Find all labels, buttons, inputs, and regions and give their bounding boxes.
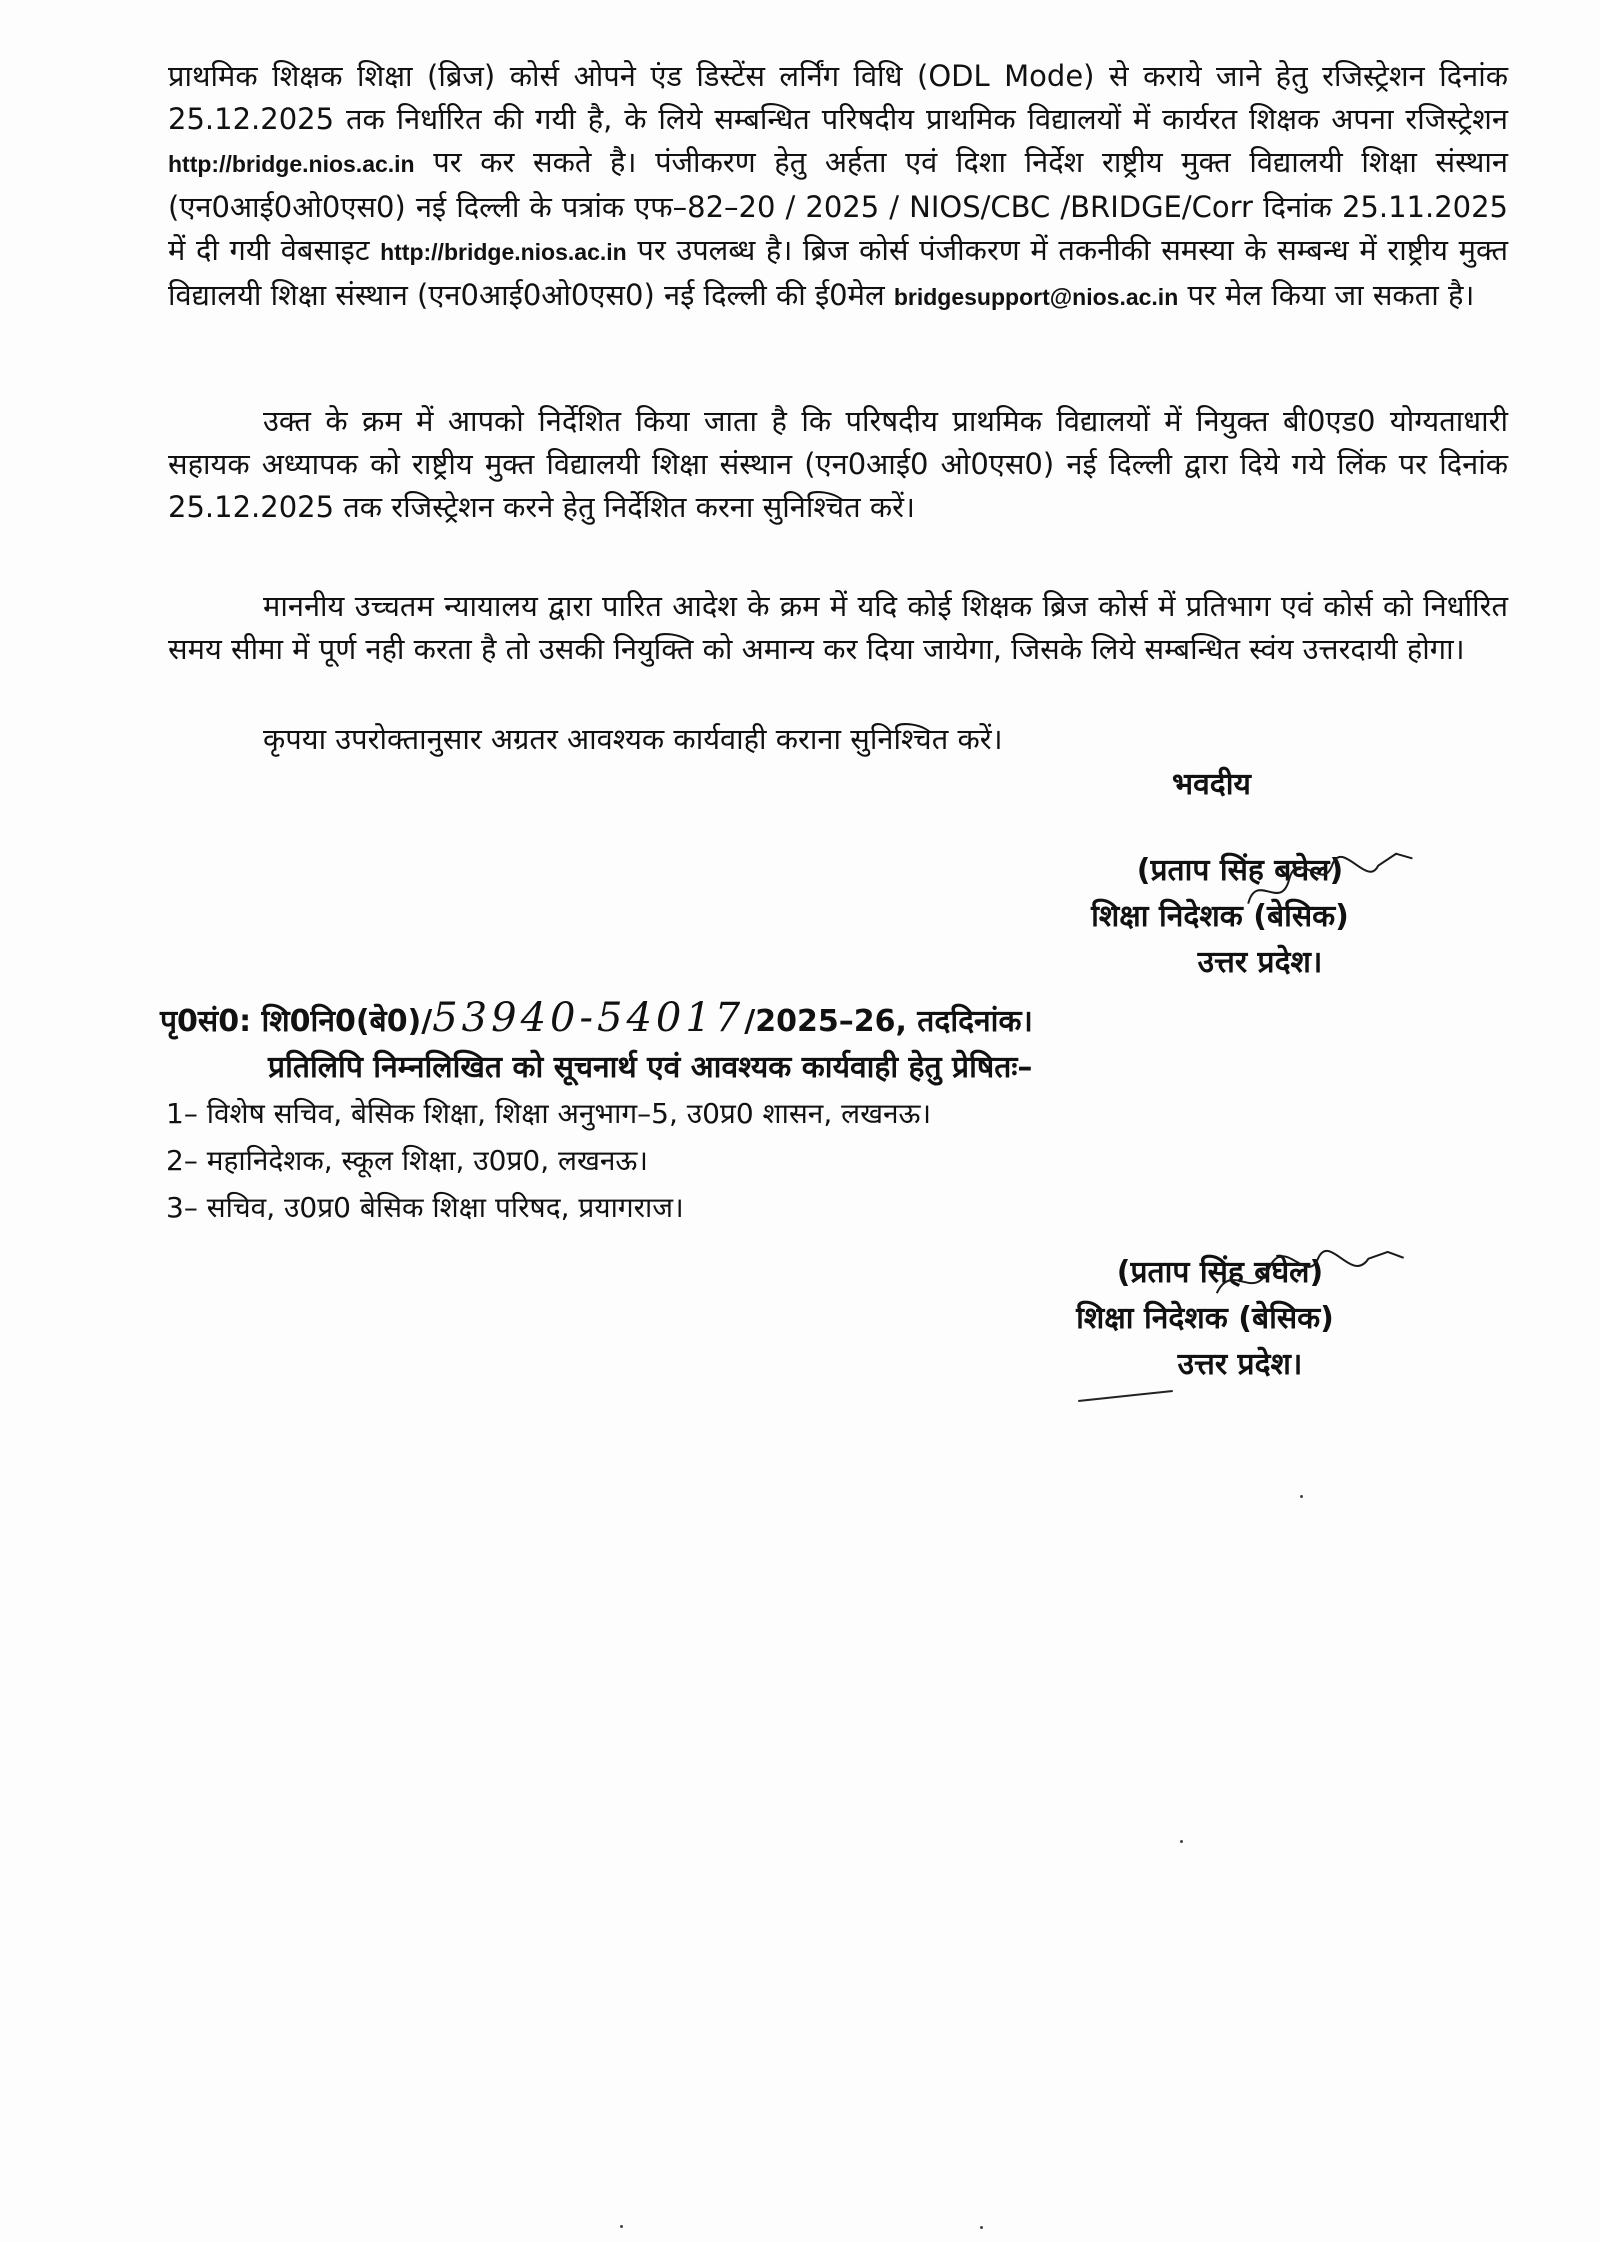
support-email-link[interactable]: bridgesupport@nios.ac.in [893, 284, 1179, 310]
scan-speck [980, 2226, 983, 2229]
scan-speck [620, 2225, 623, 2228]
copy-to-heading: प्रतिलिपि निम्नलिखित को सूचनार्थ एवं आवश्यक कार्यवाही हेतु प्रेषितः– [268, 1050, 1033, 1085]
copy-to-list [166, 1090, 931, 1231]
paragraph1-text-part1: प्राथमिक शिक्षक शिक्षा (ब्रिज) कोर्स ओपने एंड डिस्टेंस लर्निंग विधि (ODL Mode) से कराये जाने हेतु रजिस्ट्रेशन दिनांक 25.12.2025 तक निर्धारित की गयी है, के लिये सम्बन्धित परिषदीय प्राथमिक विद्यालयों में कार्यरत शिक्षक अपना रजिस्ट्रेशन [168, 59, 1508, 136]
signature-underline-stroke [1078, 1390, 1173, 1402]
paragraph1-text-part2: पर कर सकते है। पंजीकरण हेतु अर्हता एवं दिशा निर्देश राष्ट्रीय मुक्त विद्यालयी शिक्षा संस्थान (एन0आई0ओ0एस0) नई दिल्ली के पत्रांक एफ–82–20 / 2025 / NIOS/CBC /BRIDGE/Corr दिनांक 25.11.2025 में दी गयी वेबसाइट [168, 145, 1508, 267]
handwritten-signature-2 [1206, 1221, 1415, 1326]
list-item: 3– सचिव, उ0प्र0 बेसिक शिक्षा परिषद, प्रयागराज। [166, 1191, 684, 1224]
bridge-link-2[interactable]: http://bridge.nios.ac.in [380, 239, 627, 265]
signatory-name: (प्रताप सिंह बघेल) [1136, 853, 1344, 888]
bridge-link-1[interactable]: http://bridge.nios.ac.in [168, 151, 415, 177]
paragraph-registration-info [168, 55, 1508, 319]
signatory-state: उत्तर प्रदेश। [1197, 945, 1323, 980]
paragraph1-text-part3: पर उपलब्ध है। ब्रिज कोर्स पंजीकरण में तकनीकी समस्या के सम्बन्ध में राष्ट्रीय मुक्त विद्यालयी शिक्षा संस्थान (एन0आई0ओ0एस0) नई दिल्ली की ई0मेल [168, 233, 1509, 312]
reference-suffix: /2025–26, तददिनांक। [744, 1004, 1033, 1039]
reference-prefix: पृ0सं0: शि0नि0(बे0)/ [160, 1004, 433, 1039]
signatory-designation: शिक्षा निदेशक (बेसिक) [1091, 899, 1349, 934]
paragraph1-text-part4: पर मेल किया जा सकता है। [1187, 278, 1475, 312]
signatory-name: (प्रताप सिंह बघेल) [1116, 1255, 1324, 1290]
reference-number-line [160, 995, 1033, 1041]
paragraph-request: कृपया उपरोक्तानुसार अग्रतर आवश्यक कार्यवाही कराना सुनिश्चित करें। [263, 722, 1003, 756]
paragraph-court-order: माननीय उच्चतम न्यायालय द्वारा पारित आदेश के क्रम में यदि कोई शिक्षक ब्रिज कोर्स में प्रतिभाग एवं कोर्स को निर्धारित समय सीमा में पूर्ण नही करता है तो उसकी नियुक्ति को अमान्य कर दिया जायेगा, जिसके लिये सम्बन्धित स्वंय उत्तरदायी होगा। [168, 589, 1508, 666]
closing-bhavdiya: भवदीय [1172, 767, 1251, 802]
list-item: 2– महानिदेशक, स्कूल शिक्षा, उ0प्र0, लखनऊ। [166, 1144, 649, 1177]
handwritten-dispatch-number: 53940-54017 [432, 995, 745, 1041]
signatory-state: उत्तर प्रदेश। [1177, 1347, 1303, 1382]
list-item: 1– विशेष सचिव, बेसिक शिक्षा, शिक्षा अनुभाग–5, उ0प्र0 शासन, लखनऊ। [166, 1097, 932, 1130]
paragraph-instruction: उक्त के क्रम में आपको निर्देशित किया जाता है कि परिषदीय प्राथमिक विद्यालयों में नियुक्त बी0एड0 योग्यताधारी सहायक अध्यापक को राष्ट्रीय मुक्त विद्यालयी शिक्षा संस्थान (एन0आई0 ओ0एस0) नई दिल्ली द्वारा दिये गये लिंक पर दिनांक 25.12.2025 तक रजिस्ट्रेशन करने हेतु निर्देशित करना सुनिश्चित करें। [168, 404, 1509, 524]
scan-speck [1300, 1495, 1303, 1498]
signatory-designation: शिक्षा निदेशक (बेसिक) [1076, 1301, 1334, 1336]
scan-speck [1180, 1840, 1183, 1843]
